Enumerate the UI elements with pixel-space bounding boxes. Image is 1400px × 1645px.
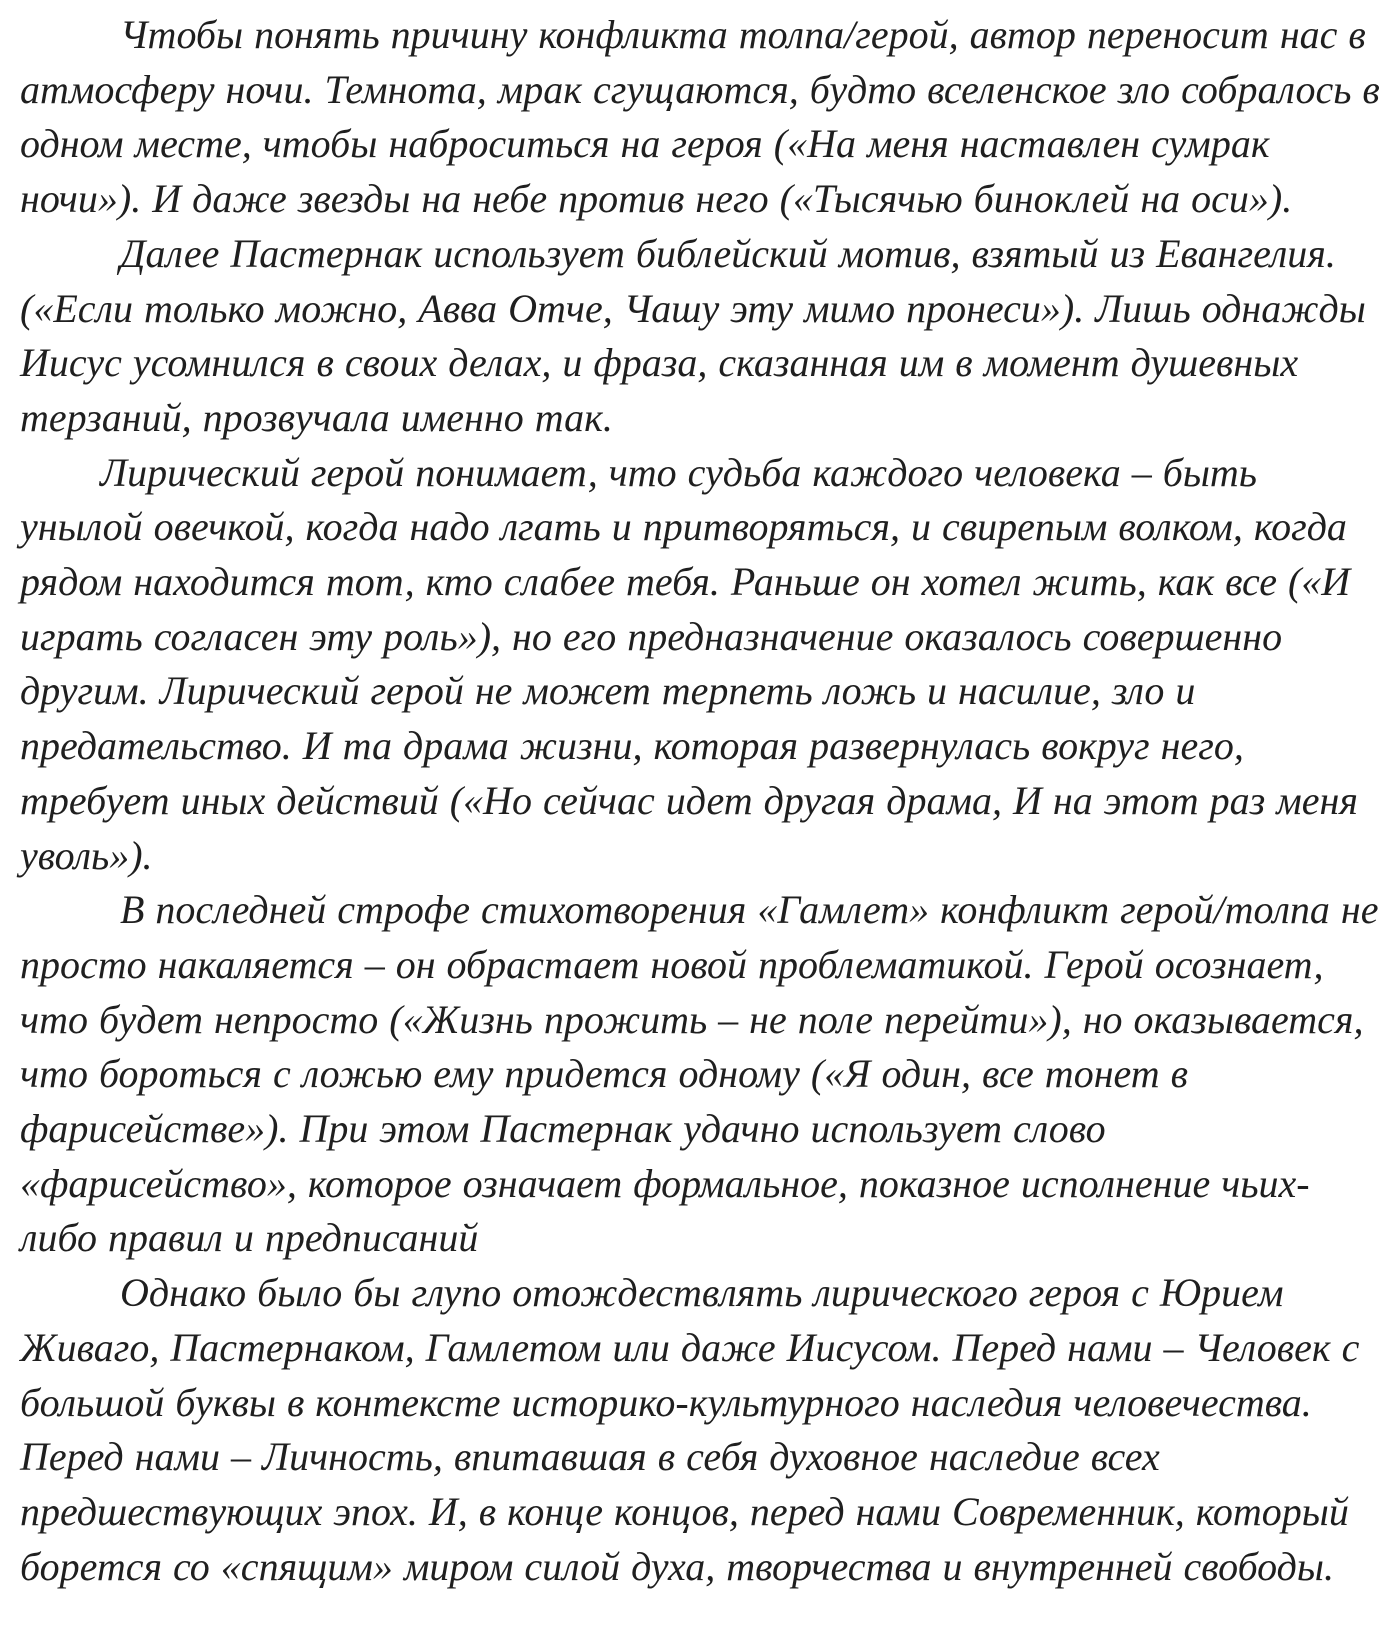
paragraph-5: Однако было бы глупо отождествлять лирического героя с Юрием Живаго, Пастернаком, Гамлетом или даже Иисусом. Перед нами – Человек с большой буквы в контексте историко-культурного наследия человечества. Перед нами – Личность, впитавшая в себя духовное наследие всех предшествующих эпох. И, в конце концов, перед нами Современник, который борется со «спящим» миром силой духа, творчества и внутренней свободы. [20, 1270, 1360, 1589]
essay-text [20, 8, 1384, 1594]
paragraph-2: Далее Пастернак использует библейский мотив, взятый из Евангелия. («Если только можно, Авва Отче, Чашу эту мимо пронеси»). Лишь однажды Иисус усомнился в своих делах, и фраза, сказанная им в момент душевных терзаний, прозвучала именно так. [20, 230, 1366, 440]
paragraph-1: Чтобы понять причину конфликта толпа/герой, автор переносит нас в атмосферу ночи. Темнота, мрак сгущаются, будто вселенское зло собралось в одном месте, чтобы наброситься на героя («На меня наставлен сумрак ночи»). И даже звезды на небе против него («Тысячью биноклей на оси»). [20, 12, 1380, 222]
paragraph-3: Лирический герой понимает, что судьба каждого человека – быть унылой овечкой, когда надо лгать и притворяться, и свирепым волком, когда рядом находится тот, кто слабее тебя. Раньше он хотел жить, как все («И играть согласен эту роль»), но его предназначение оказалось совершенно другим. Лирический герой не может терпеть ложь и насилие, зло и предательство. И та драма жизни, которая развернулась вокруг него, требует иных действий («Но сейчас идет другая драма, И на этот раз меня уволь»). [20, 449, 1358, 878]
paragraph-4: В последней строфе стихотворения «Гамлет» конфликт герой/толпа не просто накаляется – он обрастает новой проблематикой. Герой осознает, что будет непросто («Жизнь прожить – не поле перейти»), но оказывается, что бороться с ложью ему придется одному («Я один, все тонет в фарисействе»). При этом Пастернак удачно использует слово «фарисейство», которое означает формальное, показное исполнение чьих-либо правил и предписаний [20, 887, 1379, 1261]
